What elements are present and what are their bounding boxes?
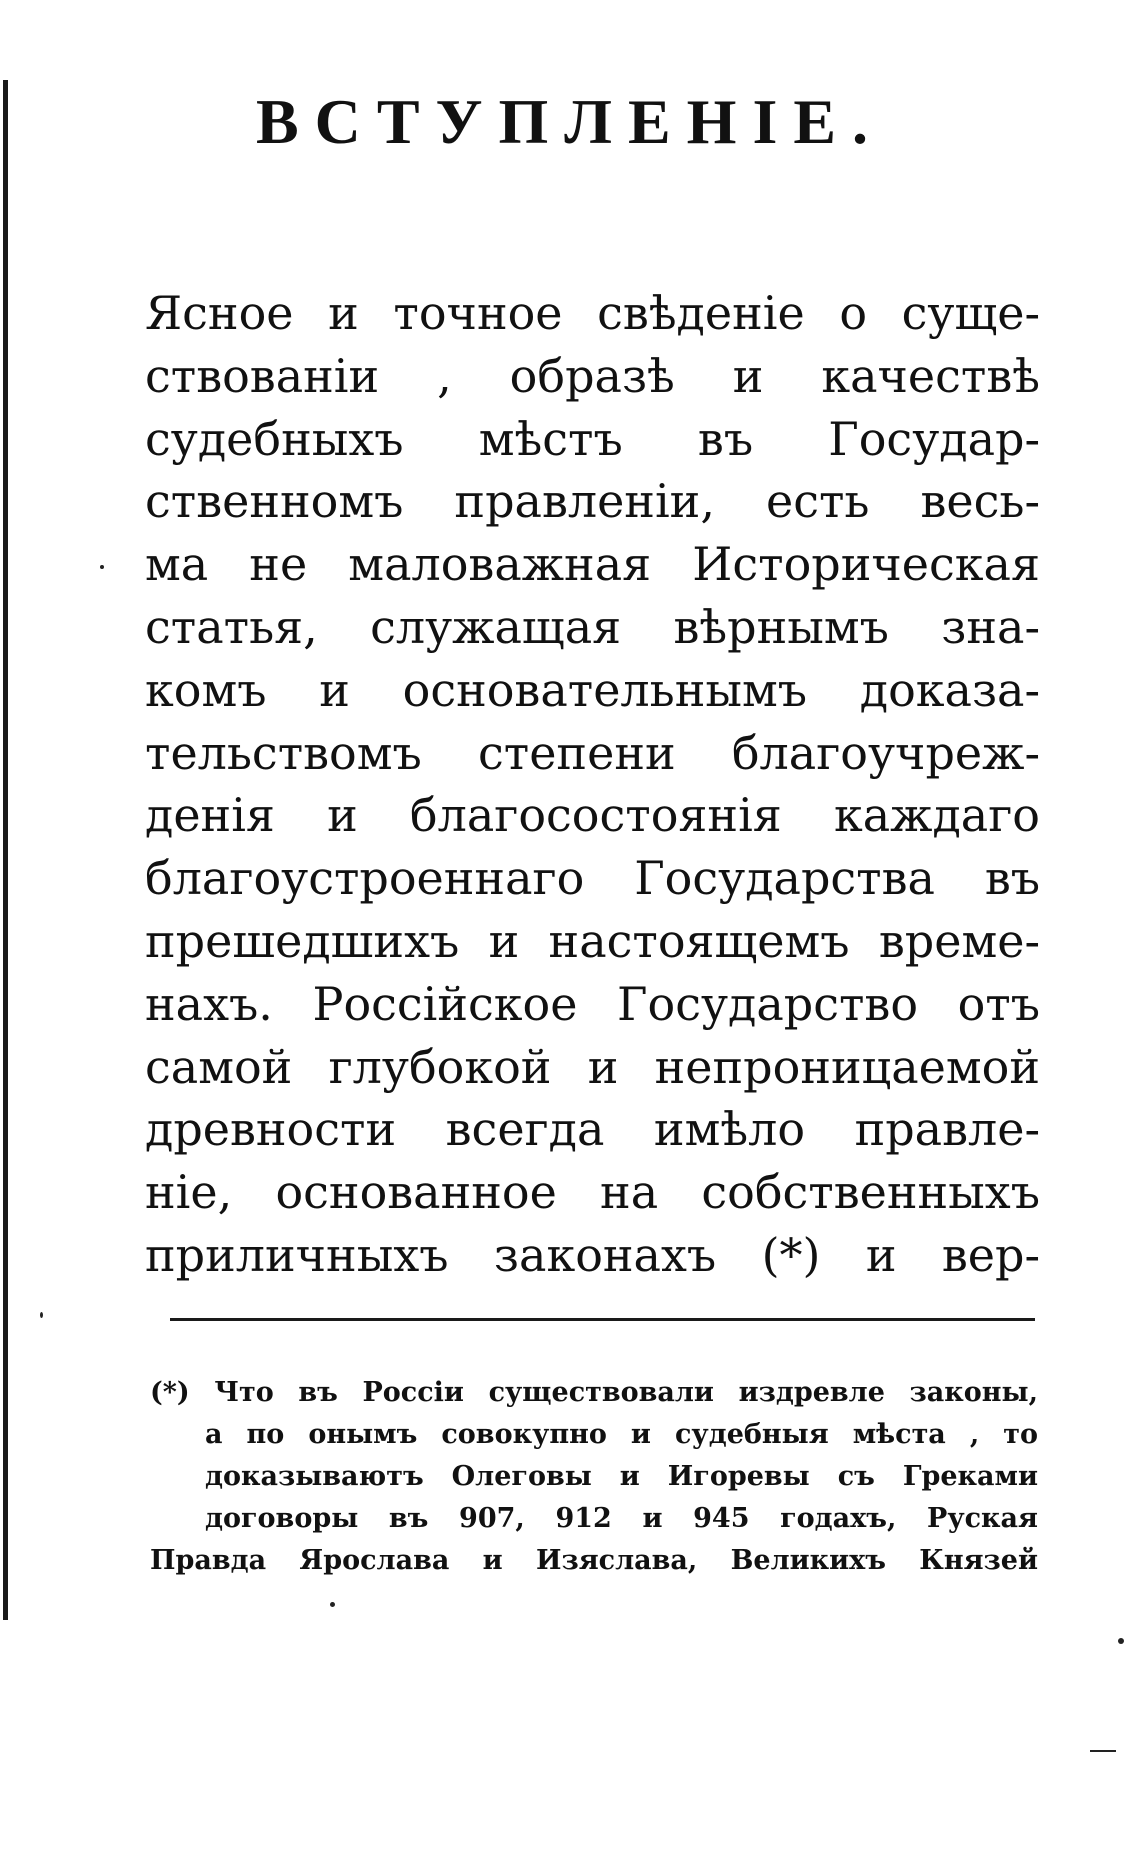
- body-line: древности всегда имѣло правле-: [145, 1102, 1040, 1157]
- body-line: статья, служащая вѣрнымъ зна-: [145, 599, 1040, 654]
- footnote-line: (*) Что въ Россiи существовали издревле законы,: [150, 1377, 1038, 1408]
- footnote-line: доказываютъ Олеговы и Игоревы съ Греками: [205, 1461, 1038, 1492]
- footnote-line: договоры въ 907, 912 и 945 годахъ, Руская: [205, 1503, 1038, 1534]
- body-text: [145, 282, 1040, 1287]
- body-line: самой глубокой и непроницаемой: [145, 1039, 1040, 1094]
- body-line: тельствомъ степени благоучреж-: [145, 725, 1040, 780]
- body-line: нiе, основанное на собственныхъ: [145, 1165, 1040, 1220]
- body-line: приличныхъ законахъ (*) и вер-: [145, 1227, 1040, 1282]
- body-line: ма не маловажная Историческая: [145, 537, 1040, 592]
- body-line: ствованiи , образѣ и качествѣ: [145, 348, 1040, 403]
- scan-speck: [100, 565, 104, 569]
- body-line: Ясное и точное свѣденiе о суще-: [145, 286, 1040, 340]
- footnote-line: Правда Ярослава и Изяслава, Великихъ Князей: [150, 1545, 1038, 1576]
- body-line: судебныхъ мѣстъ въ Государ-: [145, 411, 1040, 466]
- footnote: [150, 1372, 1038, 1582]
- scan-speck: [40, 1312, 43, 1318]
- body-line: прешедшихъ и настоящемъ време-: [145, 913, 1040, 968]
- scan-speck: [1090, 1750, 1116, 1752]
- binding-edge-mark: [3, 80, 8, 1620]
- footnote-divider: [170, 1318, 1035, 1321]
- page-title: ВСТУПЛЕНIЕ.: [255, 86, 885, 157]
- body-line: нахъ. Россiйское Государство отъ: [145, 976, 1040, 1031]
- body-line: комъ и основательнымъ доказа-: [145, 662, 1040, 717]
- scan-speck: [330, 1602, 335, 1607]
- body-line: ственномъ правленiи, есть весь-: [145, 474, 1040, 529]
- body-line: благоустроеннаго Государства въ: [145, 851, 1040, 906]
- footnote-line: а по онымъ совокупно и судебныя мѣста , то: [205, 1419, 1038, 1450]
- scan-speck: [1118, 1638, 1124, 1644]
- body-line: денiя и благосостоянiя каждаго: [145, 788, 1040, 843]
